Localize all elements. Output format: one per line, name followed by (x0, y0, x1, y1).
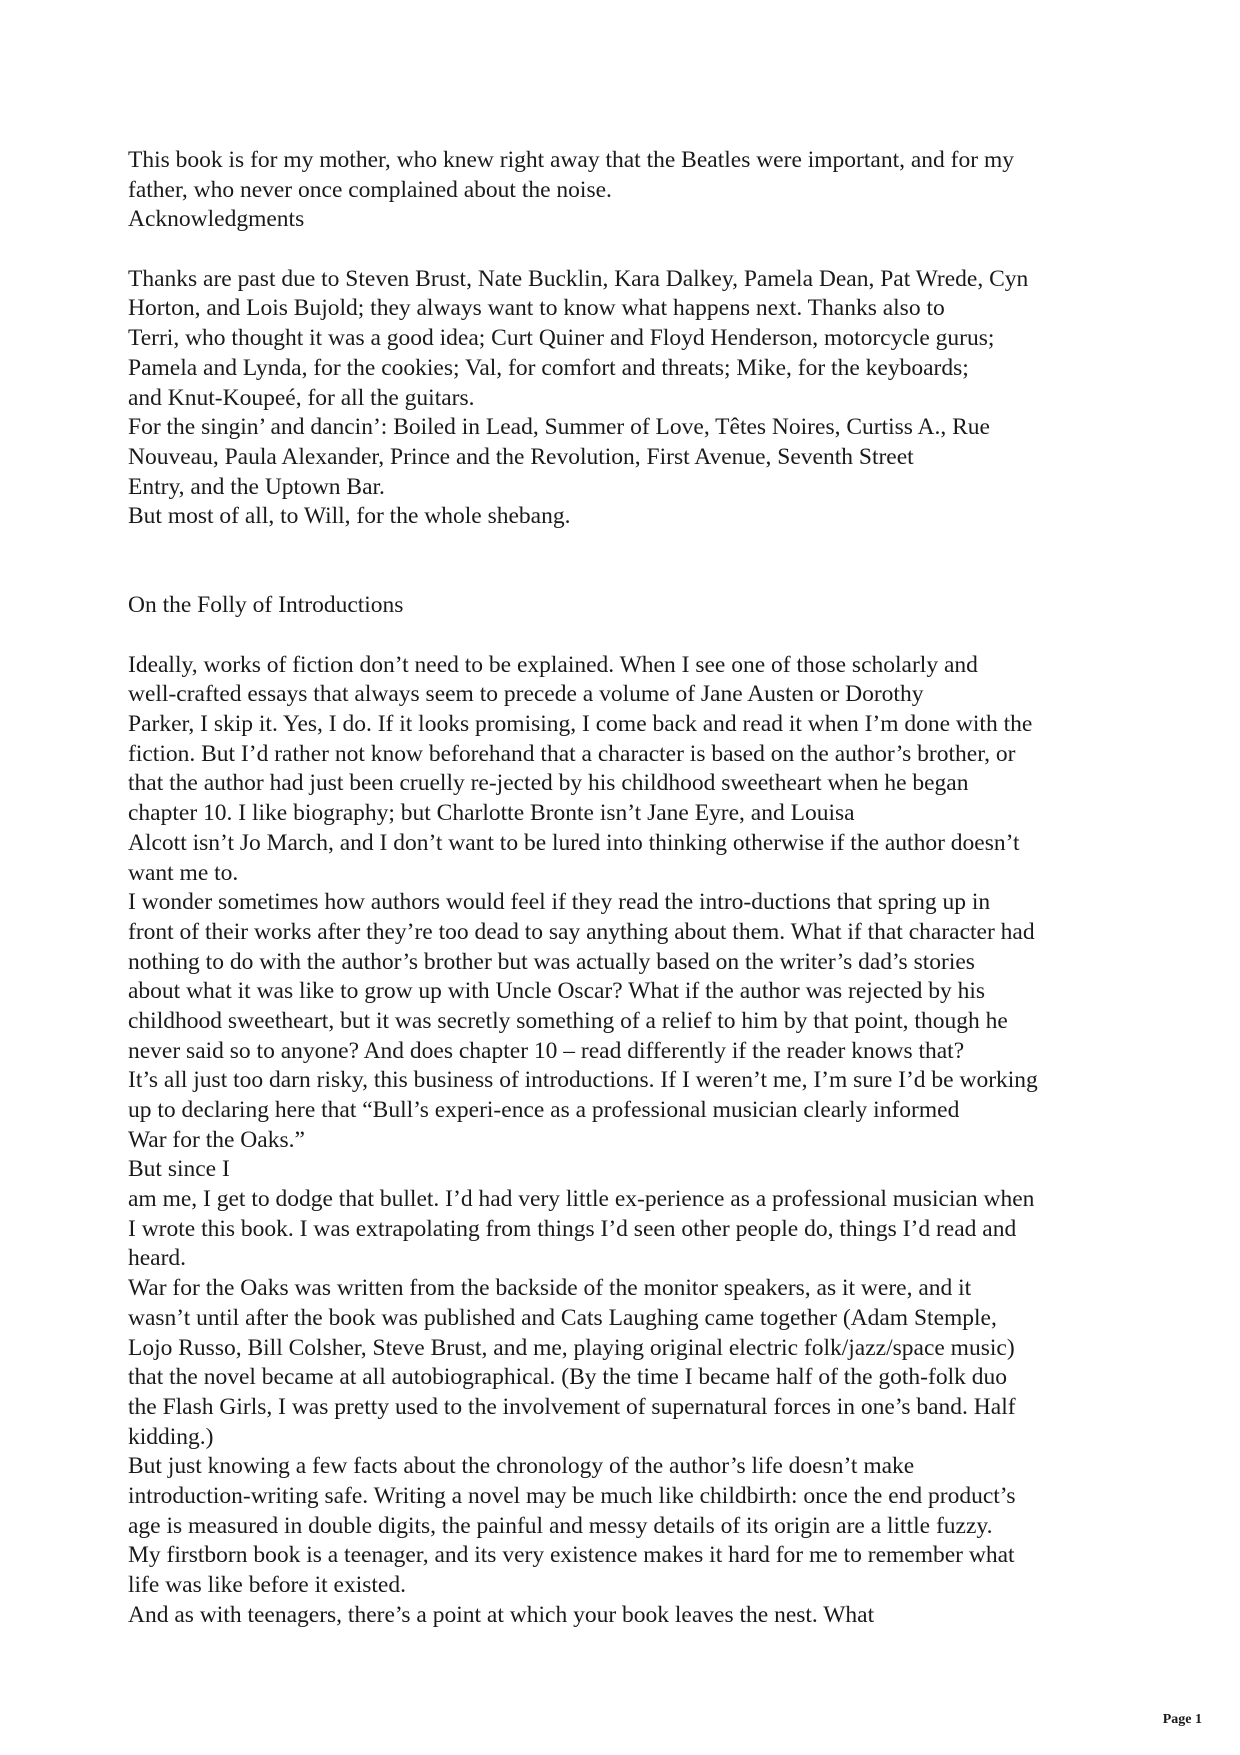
text-line: Alcott isn’t Jo March, and I don’t want to be lured into thinking otherwise if the author doesn’t (128, 829, 1020, 856)
text-line: front of their works after they’re too dead to say anything about them. What if that character had (128, 918, 1035, 945)
text-line: Pamela and Lynda, for the cookies; Val, for comfort and threats; Mike, for the keyboards; (128, 354, 969, 381)
text-line: introduction-writing safe. Writing a novel may be much like childbirth: once the end product’s (128, 1482, 1016, 1509)
text-line: that the author had just been cruelly re-jected by his childhood sweetheart when he began (128, 770, 969, 797)
text-line: I wonder sometimes how authors would feel if they read the intro-ductions that spring up in (128, 889, 991, 916)
text-line: Entry, and the Uptown Bar. (128, 473, 385, 500)
text-line: heard. (128, 1245, 187, 1272)
text-line: never said so to anyone? And does chapter 10 – read differently if the reader knows that? (128, 1037, 965, 1064)
text-line: up to declaring here that “Bull’s experi-ence as a professional musician clearly informed (128, 1097, 960, 1124)
text-line: kidding.) (128, 1423, 214, 1450)
document-page (128, 146, 1128, 1630)
text-line: the Flash Girls, I was pretty used to the involvement of supernatural forces in one’s band. Half (128, 1393, 1016, 1420)
text-line: And as with teenagers, there’s a point at which your book leaves the nest. What (128, 1601, 875, 1628)
text-line: Horton, and Lois Bujold; they always want to know what happens next. Thanks also to (128, 295, 945, 322)
text-line: Ideally, works of fiction don’t need to be explained. When I see one of those scholarly and (128, 651, 978, 678)
text-line: want me to. (128, 859, 239, 886)
text-line: about what it was like to grow up with Uncle Oscar? What if the author was rejected by his (128, 978, 986, 1005)
text-line: But since I (128, 1156, 230, 1183)
text-line: and Knut-Koupeé, for all the guitars. (128, 384, 475, 411)
text-line: Lojo Russo, Bill Colsher, Steve Brust, and me, playing original electric folk/jazz/space music) (128, 1334, 1015, 1361)
text-line: nothing to do with the author’s brother but was actually based on the writer’s dad’s stories (128, 948, 975, 975)
text-line: This book is for my mother, who knew right away that the Beatles were important, and for my (128, 147, 1014, 173)
dedication (128, 146, 1128, 205)
text-line: am me, I get to dodge that bullet. I’d had very little ex-perience as a professional musician when (128, 1186, 1035, 1213)
text-line: Terri, who thought it was a good idea; Curt Quiner and Floyd Henderson, motorcycle gurus; (128, 325, 995, 352)
intro-body (128, 651, 1128, 1631)
text-line: life was like before it existed. (128, 1572, 406, 1599)
text-line: War for the Oaks.” (128, 1126, 305, 1153)
text-line: well-crafted essays that always seem to precede a volume of Jane Austen or Dorothy (128, 681, 924, 708)
text-line: chapter 10. I like biography; but Charlotte Bronte isn’t Jane Eyre, and Louisa (128, 800, 855, 827)
text-line: For the singin’ and dancin’: Boiled in Lead, Summer of Love, Têtes Noires, Curtiss A., Rue (128, 414, 990, 441)
text-line: father, who never once complained about the noise. (128, 176, 612, 203)
text-line: War for the Oaks was written from the backside of the monitor speakers, as it were, and it (128, 1275, 972, 1302)
text-line: fiction. But I’d rather not know beforehand that a character is based on the author’s brother, or (128, 740, 1016, 767)
text-line: Thanks are past due to Steven Brust, Nate Bucklin, Kara Dalkey, Pamela Dean, Pat Wrede, Cyn (128, 265, 1029, 292)
text-line: It’s all just too darn risky, this business of introductions. If I weren’t me, I’m sure I’d be working (128, 1067, 1038, 1094)
text-line: But just knowing a few facts about the chronology of the author’s life doesn’t make (128, 1453, 915, 1480)
page-number: Page 1 (1162, 1712, 1202, 1727)
text-line: But most of all, to Will, for the whole shebang. (128, 503, 571, 530)
text-line: Parker, I skip it. Yes, I do. If it looks promising, I come back and read it when I’m done with the (128, 711, 1033, 738)
text-line: I wrote this book. I was extrapolating from things I’d seen other people do, things I’d read and (128, 1215, 1017, 1242)
text-line: My firstborn book is a teenager, and its very existence makes it hard for me to remember what (128, 1542, 1015, 1569)
acknowledgments-body (128, 265, 1128, 532)
text-line: Nouveau, Paula Alexander, Prince and the Revolution, First Avenue, Seventh Street (128, 443, 914, 470)
text-line: that the novel became at all autobiographical. (By the time I became half of the goth-folk duo (128, 1364, 1007, 1391)
text-line: childhood sweetheart, but it was secretly something of a relief to him by that point, though he (128, 1007, 1008, 1034)
text-line: wasn’t until after the book was published and Cats Laughing came together (Adam Stemple, (128, 1304, 997, 1331)
intro-heading: On the Folly of Introductions (128, 592, 404, 619)
acknowledgments-heading: Acknowledgments (128, 206, 305, 233)
text-line: age is measured in double digits, the painful and messy details of its origin are a little fuzzy. (128, 1512, 993, 1539)
